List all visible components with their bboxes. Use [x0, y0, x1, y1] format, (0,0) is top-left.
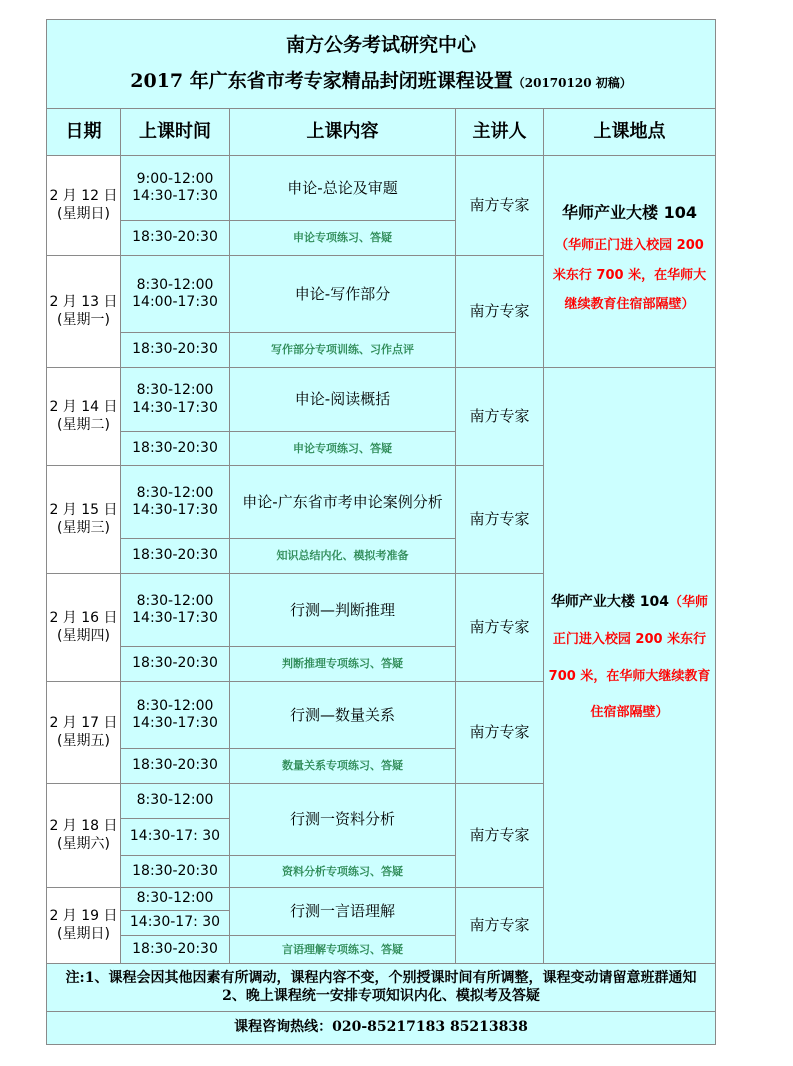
time-cell — [120, 573, 230, 647]
evening-session-note: 申论专项练习、答疑 — [229, 220, 456, 256]
time-afternoon: 14:30-17:30 — [132, 188, 218, 204]
time-evening: 18:30-20:30 — [120, 935, 230, 964]
weekday-label: (星期一) — [57, 311, 110, 328]
weekday-label: (星期四) — [57, 627, 110, 644]
location-cell-1 — [543, 155, 716, 368]
time-afternoon: 14:30-17: 30 — [120, 910, 230, 936]
evening-session-note: 数量关系专项练习、答疑 — [229, 748, 456, 784]
course-topic: 行测—数量关系 — [229, 681, 456, 749]
time-evening: 18:30-20:30 — [120, 646, 230, 682]
weekday-label: (星期二) — [57, 416, 110, 433]
course-topic: 申论-广东省市考申论案例分析 — [229, 465, 456, 539]
time-evening: 18:30-20:30 — [120, 855, 230, 888]
speaker-cell: 南方专家 — [455, 681, 544, 784]
document-title — [46, 19, 716, 109]
time-morning: 8:30-12:00 — [136, 382, 214, 398]
date-cell — [46, 465, 121, 574]
course-topic: 申论-总论及审题 — [229, 155, 456, 221]
time-evening: 18:30-20:30 — [120, 431, 230, 466]
date-label: 2 月 17 日 — [49, 715, 118, 731]
date-label: 2 月 14 日 — [49, 399, 118, 415]
speaker-cell: 南方专家 — [455, 255, 544, 368]
weekday-label: (星期三) — [57, 519, 110, 536]
weekday-label: (星期日) — [57, 925, 110, 942]
date-cell — [46, 887, 121, 964]
speaker-cell: 南方专家 — [455, 573, 544, 682]
title-draft-note: （20170120 初稿） — [512, 76, 632, 90]
time-evening: 18:30-20:30 — [120, 538, 230, 574]
time-morning: 8:30-12:00 — [136, 484, 214, 501]
title-line-2-wrap — [130, 70, 631, 94]
time-morning: 8:30-12:00 — [136, 276, 214, 293]
evening-session-note: 言语理解专项练习、答疑 — [229, 935, 456, 964]
location-detail: （华师正门进入校园 200 米东行 700 米，在华师大继续教育住宿部隔壁） — [552, 237, 707, 313]
evening-session-note: 写作部分专项训练、习作点评 — [229, 332, 456, 368]
course-topic: 申论-阅读概括 — [229, 367, 456, 432]
time-evening: 18:30-20:30 — [120, 220, 230, 256]
date-label: 2 月 12 日 — [49, 188, 118, 204]
time-morning: 9:00-12:00 — [136, 170, 214, 187]
location-cell-2 — [543, 367, 716, 964]
time-cell — [120, 255, 230, 333]
date-cell — [46, 573, 121, 682]
column-header: 上课地点 — [543, 108, 716, 156]
time-afternoon: 14:30-17:30 — [132, 502, 218, 518]
date-cell — [46, 367, 121, 466]
time-cell — [120, 465, 230, 539]
location-main: 华师产业大楼 104 — [550, 594, 670, 610]
date-label: 2 月 19 日 — [49, 908, 118, 924]
date-cell — [46, 783, 121, 888]
speaker-cell: 南方专家 — [455, 465, 544, 574]
date-cell — [46, 255, 121, 368]
date-cell — [46, 681, 121, 784]
speaker-cell: 南方专家 — [455, 783, 544, 888]
course-topic: 申论-写作部分 — [229, 255, 456, 333]
column-header: 日期 — [46, 108, 121, 156]
date-label: 2 月 15 日 — [49, 502, 118, 518]
date-label: 2 月 16 日 — [49, 610, 118, 626]
evening-session-note: 知识总结内化、模拟考准备 — [229, 538, 456, 574]
time-cell — [120, 367, 230, 432]
time-afternoon: 14:30-17:30 — [132, 715, 218, 731]
time-evening: 18:30-20:30 — [120, 748, 230, 784]
evening-session-note: 判断推理专项练习、答疑 — [229, 646, 456, 682]
date-label: 2 月 13 日 — [49, 294, 118, 310]
course-topic: 行测一资料分析 — [229, 783, 456, 856]
column-header: 上课内容 — [229, 108, 456, 156]
course-topic: 行测一言语理解 — [229, 887, 456, 936]
time-morning: 8:30-12:00 — [120, 887, 230, 911]
location-main: 华师产业大楼 104 — [562, 202, 697, 222]
weekday-label: (星期六) — [57, 835, 110, 852]
evening-session-note: 资料分析专项练习、答疑 — [229, 855, 456, 888]
date-label: 2 月 18 日 — [49, 818, 118, 834]
title-line-1: 南方公务考试研究中心 — [285, 34, 476, 57]
time-cell — [120, 681, 230, 749]
date-cell — [46, 155, 121, 256]
footer-notes: 注:1、课程会因其他因素有所调动，课程内容不变，个别授课时间有所调整，课程变动请留意班群通知 2、晚上课程统一安排专项知识内化、模拟考及答疑 — [46, 963, 716, 1012]
course-topic: 行测—判断推理 — [229, 573, 456, 647]
speaker-cell: 南方专家 — [455, 367, 544, 466]
time-morning: 8:30-12:00 — [136, 592, 214, 609]
speaker-cell: 南方专家 — [455, 155, 544, 256]
time-morning: 8:30-12:00 — [120, 783, 230, 819]
column-header: 主讲人 — [455, 108, 544, 156]
evening-session-note: 申论专项练习、答疑 — [229, 431, 456, 466]
weekday-label: (星期日) — [57, 205, 110, 222]
time-cell — [120, 155, 230, 221]
title-line-2: 2017 年广东省市考专家精品封闭班课程设置 — [130, 70, 513, 92]
course-schedule-table — [46, 19, 715, 1044]
weekday-label: (星期五) — [57, 732, 110, 749]
time-morning: 8:30-12:00 — [136, 697, 214, 714]
time-afternoon: 14:30-17:30 — [132, 610, 218, 626]
location-detail: （华师正门进入校园 200 米东行 700 米，在华师大继续教育住宿部隔壁） — [548, 595, 711, 721]
column-header: 上课时间 — [120, 108, 230, 156]
time-afternoon: 14:30-17:30 — [132, 399, 218, 416]
speaker-cell: 南方专家 — [455, 887, 544, 964]
time-afternoon: 14:00-17:30 — [132, 294, 218, 310]
time-evening: 18:30-20:30 — [120, 332, 230, 368]
footer-hotline: 课程咨询热线：020-85217183 85213838 — [46, 1011, 716, 1045]
time-afternoon: 14:30-17: 30 — [120, 818, 230, 856]
